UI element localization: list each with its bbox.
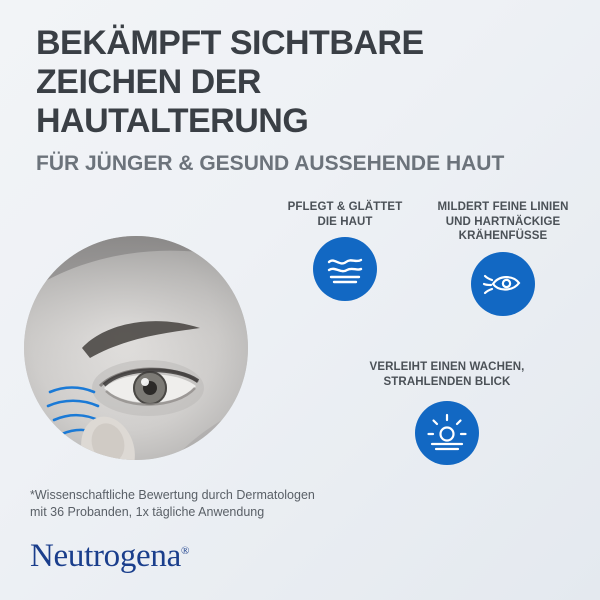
registered-mark: ® bbox=[180, 545, 189, 557]
feature-bright-caption-line-2: STRAHLENDEN BLICK bbox=[383, 375, 511, 388]
brand-name: Neutrogena bbox=[30, 538, 181, 574]
feature-fine-lines-caption-line-1: MILDERT FEINE LINIEN bbox=[437, 201, 569, 213]
sun-rays-glyph bbox=[427, 413, 467, 453]
wavy-lines-icon bbox=[313, 237, 377, 301]
feature-smooth-caption-line-2: DIE HAUT bbox=[317, 215, 373, 228]
feature-smooth-skin bbox=[276, 200, 414, 301]
brand-logo bbox=[30, 538, 189, 575]
photo-illustration bbox=[24, 236, 248, 460]
headline-line-3: HAUTALTERUNG bbox=[36, 102, 309, 140]
feature-smooth-caption-line-1: PFLEGT & GLÄTTET bbox=[287, 201, 403, 213]
feature-smooth-caption bbox=[276, 200, 414, 229]
page-title bbox=[36, 24, 566, 141]
headline-line-2: ZEICHEN DER bbox=[36, 63, 261, 101]
eye-crowsfeet-icon bbox=[471, 252, 535, 316]
feature-fine-lines bbox=[424, 200, 582, 316]
feature-fine-lines-caption-line-3: KRÄHENFÜSSE bbox=[458, 230, 548, 242]
feature-bright-caption bbox=[352, 360, 542, 389]
subheadline: FÜR JÜNGER & GESUND AUSSEHENDE HAUT bbox=[36, 152, 505, 175]
eye-crowsfeet-glyph bbox=[482, 268, 524, 300]
eye-closeup-photo bbox=[24, 236, 248, 460]
footnote-line-2: mit 36 Probanden, 1x tägliche Anwendung bbox=[30, 505, 265, 519]
feature-bright-caption-line-1: VERLEIHT EINEN WACHEN, bbox=[369, 361, 525, 373]
feature-fine-lines-caption bbox=[424, 200, 582, 244]
footnote-line-1: *Wissenschaftliche Bewertung durch Dermatologen bbox=[30, 488, 315, 502]
headline-line-1: BEKÄMPFT SICHTBARE bbox=[36, 24, 424, 62]
sun-rays-icon bbox=[415, 401, 479, 465]
feature-bright-look bbox=[352, 360, 542, 465]
feature-fine-lines-caption-line-2: UND HARTNÄCKIGE bbox=[445, 215, 561, 228]
wavy-lines-glyph bbox=[325, 253, 365, 285]
footnote bbox=[30, 487, 450, 521]
